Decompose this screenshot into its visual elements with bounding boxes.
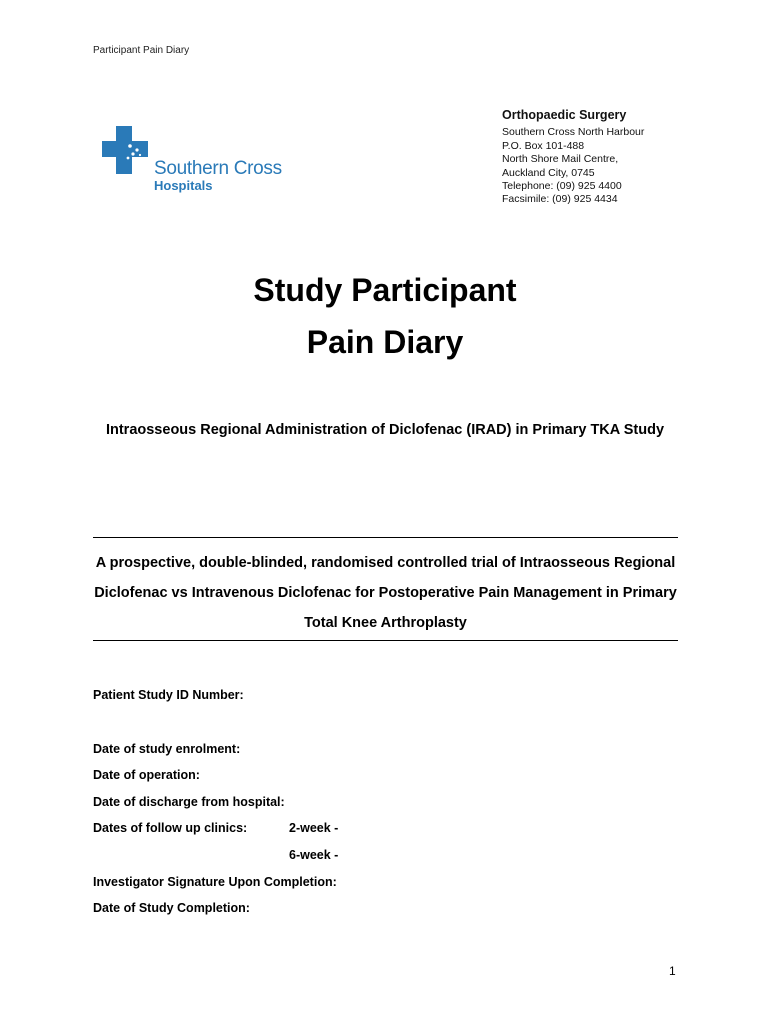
address-line: P.O. Box 101-488: [502, 139, 585, 152]
page-title-line2: Pain Diary: [306, 324, 464, 360]
running-header: Participant Pain Diary: [93, 45, 190, 56]
trial-description: A prospective, double-blinded, randomised controlled trial of Intraosseous Regional Diclofenac vs Intravenous Diclofenac for Postoperative Pain Management in Primary Total Knee Arthroplasty: [94, 555, 677, 631]
cross-logo-icon: [100, 124, 154, 178]
follow-up-6week: 6-week -: [289, 848, 339, 862]
logo-text-line1: Southern Cross: [154, 158, 282, 179]
page-title-line1: Study Participant: [253, 272, 517, 308]
address-line: Southern Cross North Harbour: [502, 126, 645, 139]
page-number: 1: [669, 964, 676, 978]
follow-up-label: Dates of follow up clinics:: [93, 821, 248, 835]
study-subtitle: Intraosseous Regional Administration of Diclofenac (IRAD) in Primary TKA Study: [105, 422, 665, 438]
address-line: North Shore Mail Centre,: [502, 153, 619, 166]
completion-date-label: Date of Study Completion:: [93, 901, 250, 915]
operation-date-label: Date of operation:: [93, 768, 200, 782]
telephone: Telephone: (09) 925 4400: [502, 180, 622, 193]
facsimile: Facsimile: (09) 925 4434: [502, 193, 618, 206]
address-line: Auckland City, 0745: [502, 166, 595, 179]
signature-label: Investigator Signature Upon Completion:: [93, 875, 337, 889]
discharge-date-label: Date of discharge from hospital:: [93, 795, 285, 809]
divider-bottom: [93, 640, 678, 641]
patient-id-label: Patient Study ID Number:: [93, 688, 244, 702]
address-block: [502, 109, 644, 207]
logo-text-line2: Hospitals: [154, 178, 213, 193]
divider-top: [93, 537, 678, 538]
follow-up-2week: 2-week -: [289, 821, 339, 835]
southern-cross-logo: [100, 124, 310, 194]
department-name: Orthopaedic Surgery: [502, 108, 627, 122]
enrolment-date-label: Date of study enrolment:: [93, 742, 241, 756]
